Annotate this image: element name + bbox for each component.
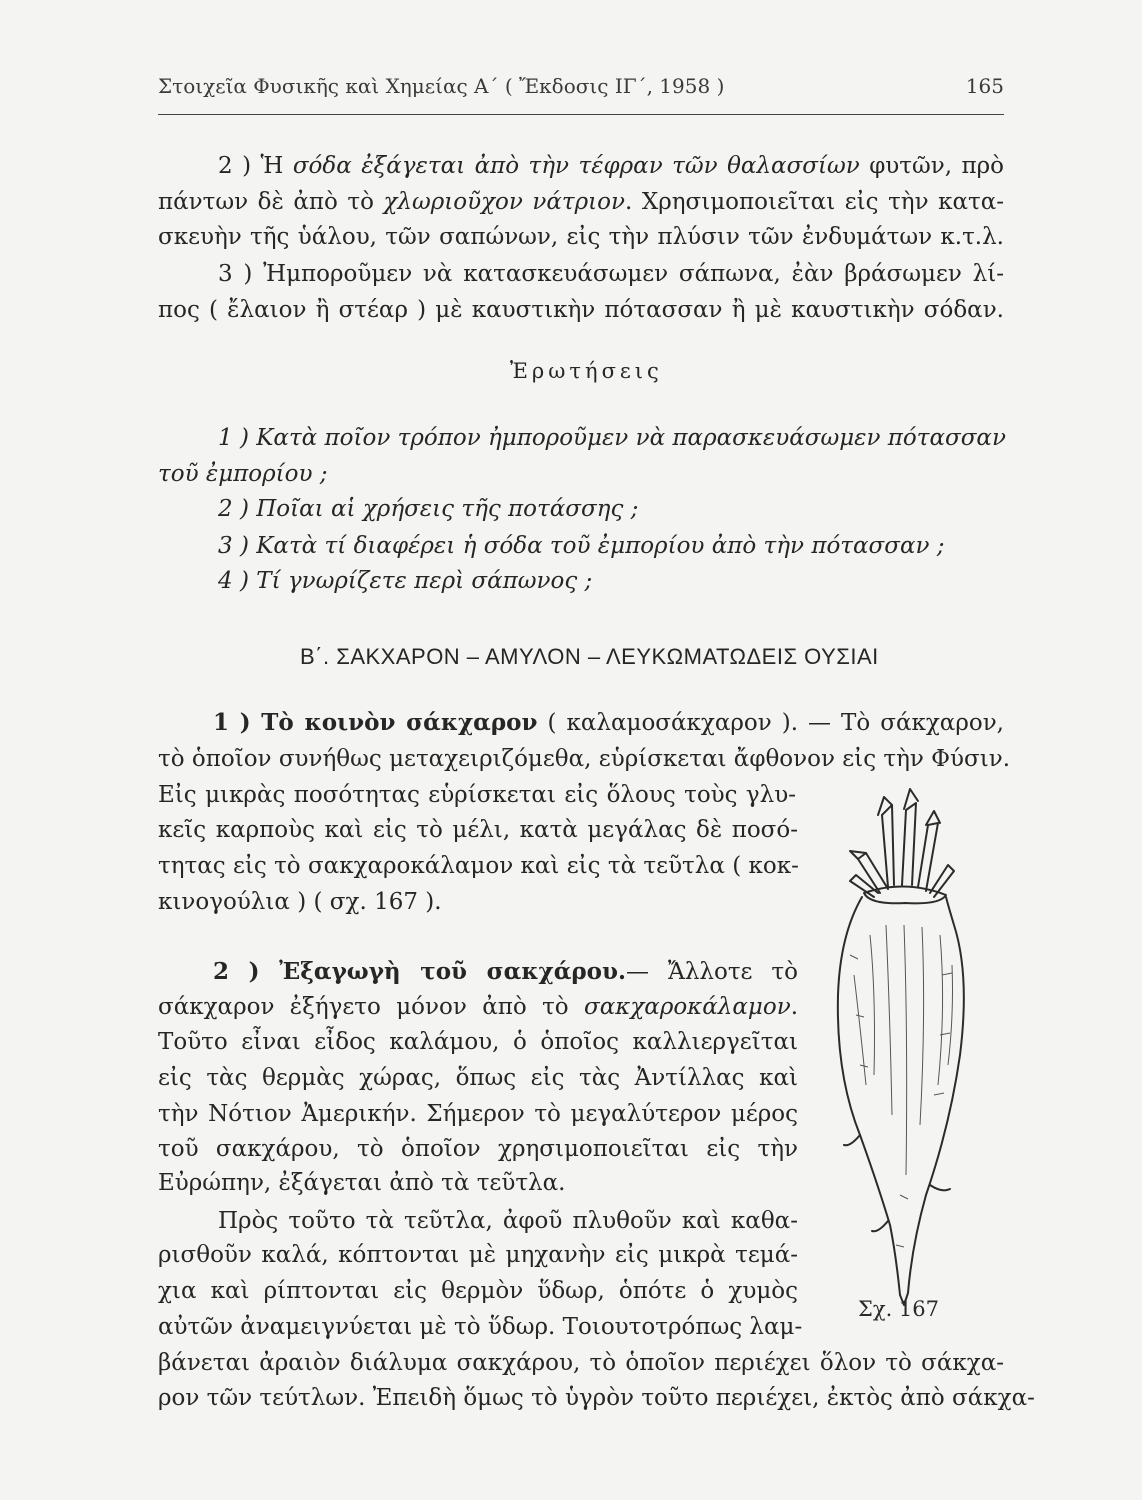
header-rule [158,114,1004,115]
para3-line1: 3 ) Ἠμποροῦμεν νὰ κατασκευάσωμεν σάπωνα, ἐὰν βράσωμεν λί- [218,261,1004,287]
question-1-line2: τοῦ ἐμπορίου ; [158,461,328,487]
para3-line2: πος ( ἔλαιον ἢ στέαρ ) μὲ καυστικὴν πότασσαν ἢ μὲ καυστικὴν σόδαν. [158,297,1004,323]
extraction-line3: Τοῦτο εἶναι εἶδος καλάμου, ὁ ὁποῖος καλλιεργεῖται [158,1029,798,1055]
extraction-line1: 2 ) Ἐξαγωγὴ τοῦ σακχάρου.— Ἄλλοτε τὸ [213,958,798,985]
question-4: 4 ) Τί γνωρίζετε περὶ σάπωνος ; [218,568,593,594]
extraction-line2: σάκχαρον ἐξήγετο μόνον ἀπὸ τὸ σακχαροκάλαμον. [158,994,798,1020]
process-line2: ρισθοῦν καλά, κόπτονται μὲ μηχανὴν εἰς μικρὰ τεμά- [158,1242,798,1268]
sugar-line5: τητας εἰς τὸ σακχαροκάλαμον καὶ εἰς τὰ τεῦτλα ( κοκ- [158,853,799,879]
section-b-title: Β΄. ΣΑΚΧΑΡΟΝ – ΑΜΥΛΟΝ – ΛΕΥΚΩΜΑΤΩΔΕΙΣ ΟΥΣΙΑΙ [300,644,879,669]
sugar-line3: Εἰς μικρὰς ποσότητας εὑρίσκεται εἰς ὅλους τοὺς γλυ- [158,782,796,808]
question-3: 3 ) Κατὰ τί διαφέρει ἡ σόδα τοῦ ἐμπορίου ἀπὸ τὴν πότασσαν ; [218,533,945,559]
para2-line1: 2 ) Ἡ σόδα ἐξάγεται ἀπὸ τὴν τέφραν τῶν θαλασσίων φυτῶν, πρὸ [218,153,1005,179]
extraction-line7: Εὐρώπην, ἐξάγεται ἀπὸ τὰ τεῦτλα. [158,1170,566,1196]
sugar-line6: κινογούλια ) ( σχ. 167 ). [158,889,442,915]
sugar-line4: κεῖς καρποὺς καὶ εἰς τὸ μέλι, κατὰ μεγάλας δὲ ποσό- [158,817,798,843]
process-line5: βάνεται ἀραιὸν διάλυμα σακχάρου, τὸ ὁποῖον περιέχει ὅλον τὸ σάκχα- [158,1350,1004,1376]
sugar-line1: 1 ) Τὸ κοινὸν σάκχαρον ( καλαμοσάκχαρον ). — Τὸ σάκχαρον, [213,709,1004,736]
process-line4: αὐτῶν ἀναμειγνύεται μὲ τὸ ὕδωρ. Τοιουτοτρόπως λαμ- [158,1314,803,1340]
page-number: 165 [965,74,1004,98]
para2-line3: σκευὴν τῆς ὑάλου, τῶν σαπώνων, εἰς τὴν πλύσιν τῶν ἐνδυμάτων κ.τ.λ. [158,224,1004,250]
sugar-beet-illustration [830,775,980,1335]
figure-caption: Σχ. 167 [858,1297,940,1321]
extraction-line6: τοῦ σακχάρου, τὸ ὁποῖον χρησιμοποιεῖται εἰς τὴν [158,1136,798,1162]
questions-heading: Ἐρωτήσεις [510,359,663,383]
running-title: Στοιχεῖα Φυσικῆς καὶ Χημείας Α΄ ( Ἔκδοσις ΙΓ΄, 1958 ) [158,74,725,98]
extraction-line5: τὴν Νότιον Ἀμερικήν. Σήμερον τὸ μεγαλύτερον μέρος [158,1101,798,1127]
para2-line2: πάντων δὲ ἀπὸ τὸ χλωριοῦχον νάτριον. Χρησιμοποιεῖται εἰς τὴν κατα- [158,189,1005,215]
process-line1: Πρὸς τοῦτο τὰ τεῦτλα, ἀφοῦ πλυθοῦν καὶ καθα- [218,1208,798,1234]
process-line3: χια καὶ ρίπτονται εἰς θερμὸν ὕδωρ, ὁπότε ὁ χυμὸς [158,1278,798,1304]
question-2: 2 ) Ποῖαι αἱ χρήσεις τῆς ποτάσσης ; [218,496,639,522]
question-1-line1: 1 ) Κατὰ ποῖον τρόπον ἠμποροῦμεν νὰ παρασκευάσωμεν πότασσαν [218,425,1006,451]
sugar-line2: τὸ ὁποῖον συνήθως μεταχειριζόμεθα, εὑρίσκεται ἄφθονον εἰς τὴν Φύσιν. [158,746,1011,772]
process-line6: ρον τῶν τεύτλων. Ἐπειδὴ ὅμως τὸ ὑγρὸν τοῦτο περιέχει, ἐκτὸς ἀπὸ σάκχα- [158,1385,1035,1411]
extraction-line4: εἰς τὰς θερμὰς χώρας, ὅπως εἰς τὰς Ἀντίλλας καὶ [158,1065,798,1091]
